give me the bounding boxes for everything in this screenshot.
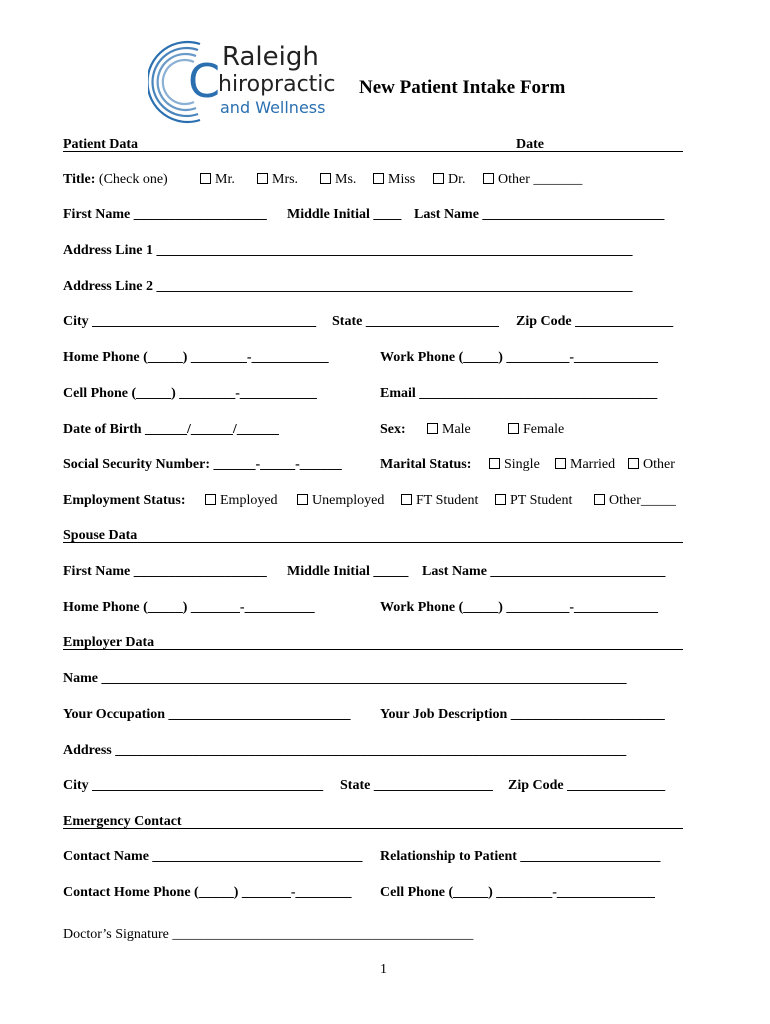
checkbox-icon[interactable] xyxy=(555,458,566,469)
ssn-field[interactable]: Social Security Number: ______-_____-______ xyxy=(63,457,342,472)
title-label: Title: xyxy=(63,172,96,187)
contact-home-phone-field[interactable]: Contact Home Phone (_____) _______-________ xyxy=(63,885,352,900)
employer-name-field[interactable]: Name ___________________________________________________________________________ xyxy=(63,671,627,686)
marital-option-married[interactable]: Married xyxy=(555,457,615,473)
employment-option-other[interactable]: Other_____ xyxy=(594,493,676,509)
spouse-middle-initial-field[interactable]: Middle Initial _____ xyxy=(287,564,409,579)
address-line-2-field[interactable]: Address Line 2 ____________________________________________________________________ xyxy=(63,279,633,294)
checkbox-icon[interactable] xyxy=(205,494,216,505)
form-title: New Patient Intake Form xyxy=(359,77,566,98)
title-option-miss[interactable]: Miss xyxy=(373,172,415,188)
checkbox-icon[interactable] xyxy=(200,173,211,184)
spouse-heading-rule xyxy=(63,542,683,543)
checkbox-icon[interactable] xyxy=(257,173,268,184)
sex-label: Sex: xyxy=(380,422,406,437)
employer-zip-field[interactable]: Zip Code ______________ xyxy=(508,778,666,793)
logo-word-raleigh: Raleigh xyxy=(222,42,319,72)
employment-option-ft-student[interactable]: FT Student xyxy=(401,493,478,509)
title-label-row xyxy=(63,172,168,188)
patient-home-phone-field[interactable]: Home Phone (_____) ________-___________ xyxy=(63,350,329,365)
checkbox-icon[interactable] xyxy=(427,423,438,434)
occupation-field[interactable]: Your Occupation __________________________ xyxy=(63,707,351,722)
spouse-last-name-field[interactable]: Last Name _________________________ xyxy=(422,564,666,579)
date-of-birth-field[interactable]: Date of Birth ______/______/______ xyxy=(63,422,279,437)
sex-option-female[interactable]: Female xyxy=(508,422,564,438)
title-hint: (Check one) xyxy=(98,172,168,187)
address-line-1-field[interactable]: Address Line 1 ____________________________________________________________________ xyxy=(63,243,633,258)
checkbox-icon[interactable] xyxy=(495,494,506,505)
employer-address-field[interactable]: Address _________________________________________________________________________ xyxy=(63,743,627,758)
patient-email-field[interactable]: Email __________________________________ xyxy=(380,386,658,401)
spouse-first-name-field[interactable]: First Name ___________________ xyxy=(63,564,267,579)
spouse-data-heading: Spouse Data xyxy=(63,528,138,543)
checkbox-icon[interactable] xyxy=(401,494,412,505)
date-label: Date xyxy=(516,137,544,152)
employment-option-pt-student[interactable]: PT Student xyxy=(495,493,572,509)
patient-state-field[interactable]: State ___________________ xyxy=(332,314,499,329)
date-field[interactable] xyxy=(548,151,648,152)
title-option-dr[interactable]: Dr. xyxy=(433,172,466,188)
logo-letter-c: C xyxy=(188,54,221,108)
spouse-work-phone-field[interactable]: Work Phone (_____) _________-____________ xyxy=(380,600,659,615)
emergency-contact-heading: Emergency Contact xyxy=(63,814,182,829)
job-description-field[interactable]: Your Job Description ______________________ xyxy=(380,707,665,722)
title-option-mr[interactable]: Mr. xyxy=(200,172,235,188)
patient-middle-initial-field[interactable]: Middle Initial ____ xyxy=(287,207,402,222)
doctor-signature-field[interactable]: Doctor’s Signature ___________________________________________ xyxy=(63,927,474,942)
patient-work-phone-field[interactable]: Work Phone (_____) _________-____________ xyxy=(380,350,659,365)
patient-first-name-field[interactable]: First Name ___________________ xyxy=(63,207,267,222)
employer-state-field[interactable]: State _________________ xyxy=(340,778,493,793)
checkbox-icon[interactable] xyxy=(297,494,308,505)
checkbox-icon[interactable] xyxy=(320,173,331,184)
marital-option-other[interactable]: Other xyxy=(628,457,675,473)
employment-option-unemployed[interactable]: Unemployed xyxy=(297,493,384,509)
checkbox-icon[interactable] xyxy=(483,173,494,184)
patient-city-field[interactable]: City ________________________________ xyxy=(63,314,317,329)
logo-word-hiropractic: hiropractic xyxy=(218,72,336,97)
employment-option-employed[interactable]: Employed xyxy=(205,493,278,509)
employer-data-heading: Employer Data xyxy=(63,635,155,650)
checkbox-icon[interactable] xyxy=(373,173,384,184)
contact-cell-phone-field[interactable]: Cell Phone (_____) ________-______________ xyxy=(380,885,655,900)
relationship-field[interactable]: Relationship to Patient ____________________ xyxy=(380,849,661,864)
title-option-ms[interactable]: Ms. xyxy=(320,172,356,188)
title-option-mrs[interactable]: Mrs. xyxy=(257,172,298,188)
clinic-logo xyxy=(148,40,346,124)
marital-status-label: Marital Status: xyxy=(380,457,472,472)
patient-zip-field[interactable]: Zip Code ______________ xyxy=(516,314,674,329)
employer-heading-rule xyxy=(63,649,683,650)
marital-option-single[interactable]: Single xyxy=(489,457,540,473)
page-number: 1 xyxy=(380,962,387,977)
patient-cell-phone-field[interactable]: Cell Phone (_____) ________-___________ xyxy=(63,386,317,401)
employment-status-label: Employment Status: xyxy=(63,493,186,508)
checkbox-icon[interactable] xyxy=(594,494,605,505)
emergency-heading-rule xyxy=(63,828,683,829)
checkbox-icon[interactable] xyxy=(489,458,500,469)
logo-word-wellness: and Wellness xyxy=(220,98,326,117)
checkbox-icon[interactable] xyxy=(628,458,639,469)
checkbox-icon[interactable] xyxy=(433,173,444,184)
checkbox-icon[interactable] xyxy=(508,423,519,434)
title-option-other[interactable]: Other _______ xyxy=(483,172,582,188)
patient-last-name-field[interactable]: Last Name __________________________ xyxy=(414,207,665,222)
patient-data-heading: Patient Data xyxy=(63,137,139,152)
sex-option-male[interactable]: Male xyxy=(427,422,471,438)
spouse-home-phone-field[interactable]: Home Phone (_____) _______-__________ xyxy=(63,600,315,615)
contact-name-field[interactable]: Contact Name ______________________________ xyxy=(63,849,363,864)
employer-city-field[interactable]: City _________________________________ xyxy=(63,778,324,793)
